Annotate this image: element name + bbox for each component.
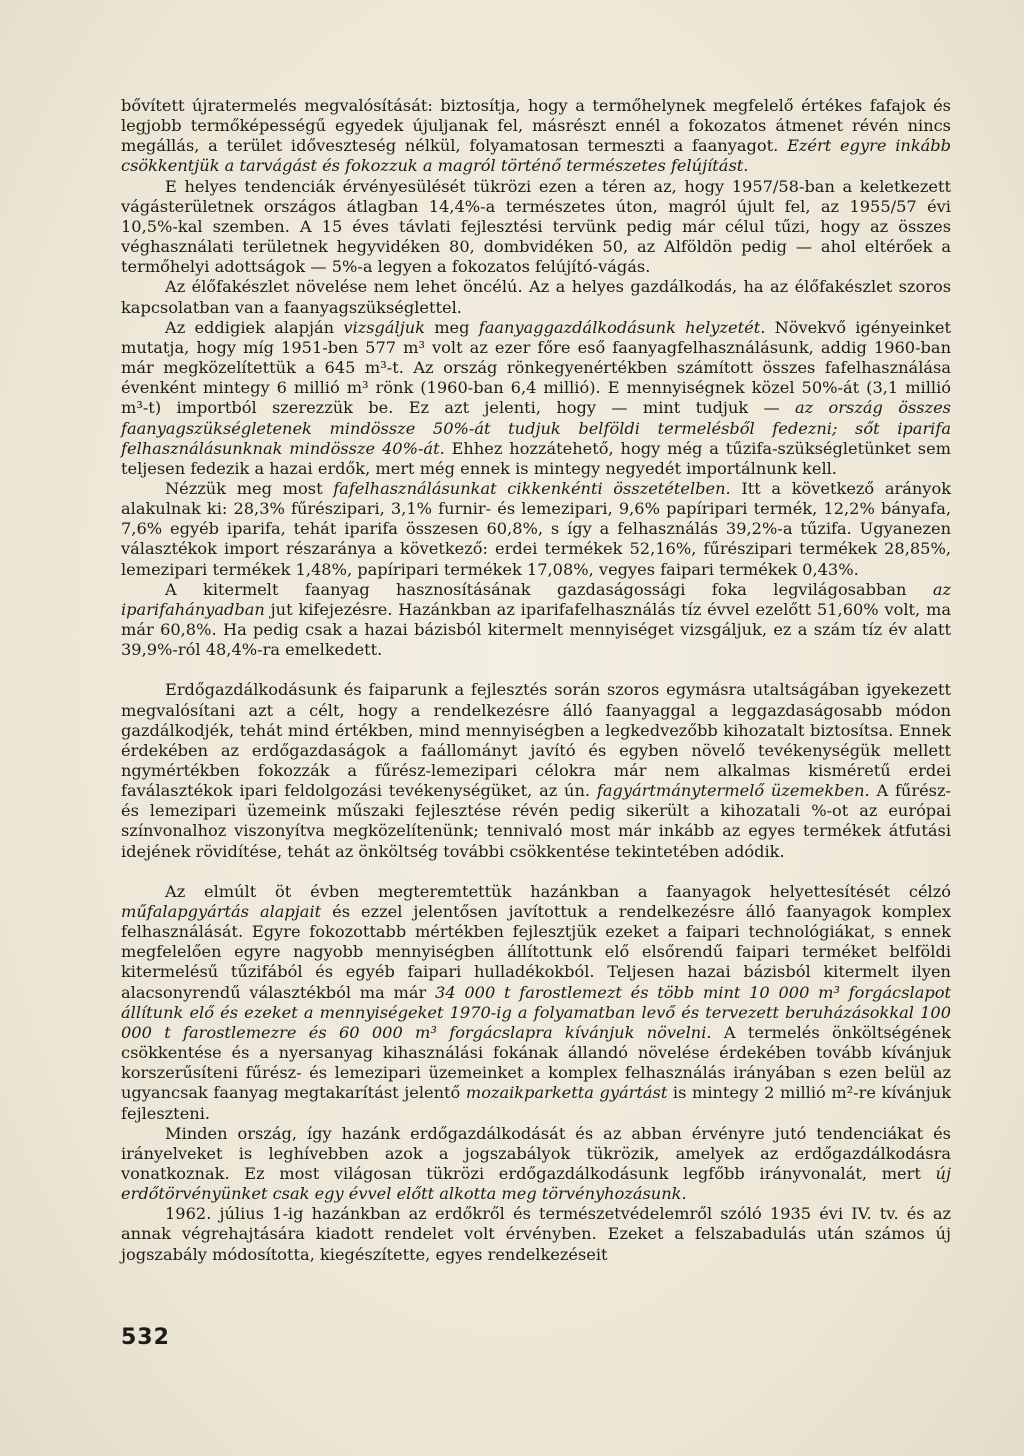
text-run: is mintegy 2 millió m²-re kívánjuk fejleszteni. xyxy=(121,1083,952,1123)
emphasis-text: 34 000 t farostlemezt és több mint 10 000 m³ forgácslapot állítunk elő és ezeket a mennyiségeket 1970-ig a folyamatban levő és tervezett beruházásokkal 100 000 t farostlemezre és 60 000 m³ forgácslapra kívánjuk növelni. xyxy=(121,982,951,1042)
text-run: Növekvő igényeinket mutatja, hogy míg 1951-ben 577 m³ volt az ezer főre eső faanyagfelhasználásunk, addig 1960-ban már megközelítettük a 645 m³-t. Az ország rönkegyenértékben számított összes fafelhasználása évenként mintegy 6 millió m³ rönk (1960-ban 6,4 millió). E mennyiségnek közel 50%-át (3,1 millió m³-t) importból szerezzük be. Ez azt jelenti, hogy — mint tudjuk — xyxy=(121,317,951,418)
text-run: Az élőfakészlet növelése nem lehet öncélú. Az a helyes gazdálkodás, ha az élőfakészlet szoros kapcsolatban van a faanyagszükséglettel. xyxy=(121,277,951,317)
emphasis-text: műfalapgyártás alapjait xyxy=(121,901,322,921)
paragraph xyxy=(121,479,951,580)
text-run: és ezzel jelentősen javítottuk a rendelkezésre álló faanyagok komplex felhasználását. Egyre fokozottabb mértékben fejlesztjük ezeket a faipari technológiákat, s ennek megfelelően egyre nagyobb mennyiségben állítottunk elő elsőrendű faipari terméket belföldi kitermelésű tűzifából és egyéb faipari hulladékokból. Teljesen hazai bázisból kitermelt ilyen alacsonyrendű választékból ma már xyxy=(121,901,951,1002)
paragraph xyxy=(121,96,951,177)
text-run: bővített újratermelés megvalósítását: biztosítja, hogy a termőhelynek megfelelő értékes fafajok és legjobb termőképességű egyedek újuljanak fel, másrészt ennél a fokozatos átmenet révén nincs megállás, a terület időveszteség nélkül, folyamatosan termeszti a faanyagot. xyxy=(121,96,951,156)
emphasis-text: új erdőtörvényünket csak egy évvel előtt alkotta meg törvényhozásunk. xyxy=(121,1163,951,1204)
text-run: A fűrész- és lemezipari üzemeink műszaki fejlesztése révén pedig sikerült a kihozatali %-ot az európai színvonalhoz viszonyítva megközelítenünk; tennivaló most már inkább az egyes termékek átfutási idejének rövidítése, tehát az önköltség további csökkentése tekintetében adódik. xyxy=(121,781,951,861)
page-number: 532 xyxy=(121,1325,170,1350)
text-run: E helyes tendenciák érvényesülését tükrözi ezen a téren az, hogy 1957/58-ban a keletkezett vágásterületnek országos átlagban 14,4%-a természetes úton, magról újult fel, az 1955/57 évi 10,5%-kal szemben. A 15 éves távlati fejlesztési tervünk pedig már célul tűzi, hogy az összes véghasználati területnek hegyvidéken 80, dombvidéken 50, az Alföldön pedig — ahol eltérőek a termőhelyi adottságok — 5%-a legyen a fokozatos felújító-vágás. xyxy=(121,176,951,277)
text-run: Minden ország, így hazánk erdőgazdálkodását és az abban érvényre jutó tendenciákat és irányelveket is leghívebben azok a jogszabályok tükrözik, amelyek az erdőgazdálkodásra vonatkoznak. Ez most világosan tükrözi erdőgazdálkodásunk legfőbb irányvonalát, mert xyxy=(121,1123,951,1183)
paragraph xyxy=(121,882,951,1124)
text-run: jut kifejezésre. Hazánkban az iparifafelhasználás tíz évvel ezelőtt 51,60% volt, ma már 60,8%. Ha pedig csak a hazai bázisból kitermelt mennyiséget vizsgáljuk, ez a szám tíz év alatt 39,9%-ról 48,4%-ra emelkedett. xyxy=(121,599,951,660)
emphasis-text: faanyaggazdálkodásunk helyzetét. xyxy=(478,317,766,337)
text-run: A termelés önköltségének csökkentése és a nyersanyag kihasználási fokának állandó növelése érdekében tovább kívánjuk korszerűsíteni fűrész- és lemezipari üzemeinket a komplex felhasználás irányában s ezen belül az ugyancsak faanyag megtakarítást jelentő xyxy=(121,1022,951,1103)
emphasis-text: mozaikparketta gyártást xyxy=(465,1083,668,1103)
text-run: Nézzük meg most xyxy=(165,478,334,498)
text-run: Az elmúlt öt évben megteremtettük hazánkban a faanyagok helyettesítését célzó xyxy=(165,881,951,901)
text-run: Ehhez hozzátehető, hogy még a tűzifa-szükségletünket sem teljesen fedezik a hazai erdők, mert még ennek is mintegy negyedét importálnunk kell. xyxy=(121,438,952,478)
emphasis-text: fagyártmánytermelő üzemekben. xyxy=(596,781,870,801)
paragraph xyxy=(121,318,951,479)
text-run: Itt a következő arányok alakulnak ki: 28,3% fűrészipari, 3,1% furnir- és lemezipari, 9,6% papíripari termék, 12,2% bányafa, 7,6% egyéb iparifa, tehát iparifa összesen 60,8%, s így a felhasználás 39,2%-a tűzifa. Ugyanezen választékok import részaránya a következő: erdei termékek 52,16%, fűrészipari termékek 28,85%, lemezipari termékek 1,48%, papíripari termékek 17,08%, vegyes faipari termékek 0,43%. xyxy=(121,478,952,579)
text-run: Erdőgazdálkodásunk és faiparunk a fejlesztés során szoros egymásra utaltságában igyekezett megvalósítani azt a célt, hogy a rendelkezésre álló faanyaggal a leggazdaságosabb módon gazdálkodjék, tehát mind értékben, mind mennyiségben a legkedvezőbb kihozatalt biztosítsa. Ennek érdekében az erdőgazdaságok a faállományt javító és egyben növelő tevékenységük mellett ngymértékben fokozzák a fűrész-lemezipari célokra már nem alkalmas kisméretű erdei faválasztékok ipari feldolgozási tevékenységüket, az ún. xyxy=(121,680,951,801)
emphasis-text: az iparifahányadban xyxy=(121,579,951,619)
paragraph xyxy=(121,1204,951,1264)
paragraph xyxy=(121,580,951,661)
paragraph xyxy=(121,1124,951,1205)
paragraph xyxy=(121,177,951,278)
emphasis-text: vizsgáljuk xyxy=(343,317,425,337)
text-run: Az eddigiek alapján xyxy=(165,317,344,337)
emphasis-text: az ország összes faanyagszükségletenek mindössze 50%-át tudjuk belföldi termelésből fedezni; sőt iparifa felhasználásunknak mindössze 40%-át. xyxy=(121,398,951,458)
text-run: A kitermelt faanyag hasznosításának gazdaságossági foka legvilágosabban xyxy=(165,579,933,599)
body-text xyxy=(121,96,951,1265)
text-run: meg xyxy=(424,317,479,337)
emphasis-text: Ezért egyre inkább csökkentjük a tarvágást és fokozzuk a magról történő természetes felújítást. xyxy=(121,136,952,176)
text-run: 1962. július 1-ig hazánkban az erdőkről és természetvédelemről szóló 1935 évi IV. tv. és az annak végrehajtására kiadott rendelet volt érvényben. Ezeket a felszabadulás után számos új jogszabály módosította, kiegészítette, egyes rendelkezéseit xyxy=(121,1204,951,1264)
paragraph xyxy=(121,277,951,317)
paragraph xyxy=(121,680,951,861)
emphasis-text: fafelhasználásunkat cikkenkénti összetételben. xyxy=(333,478,731,498)
